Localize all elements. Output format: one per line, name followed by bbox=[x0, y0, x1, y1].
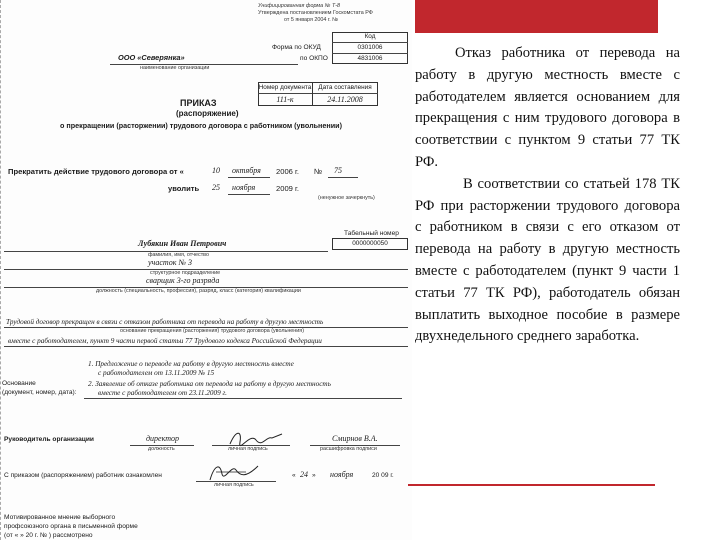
form-header-line3: от 5 января 2004 г. № bbox=[284, 17, 338, 23]
opinion-line2: профсоюзного органа в письменной форме bbox=[4, 523, 138, 530]
head-position-caption: должность bbox=[148, 446, 175, 452]
organization-caption: наименование организации bbox=[140, 65, 210, 71]
department: участок № 3 bbox=[148, 258, 192, 267]
okpo-label: по ОКПО bbox=[300, 55, 328, 62]
position-caption: должность (специальность, профессия), разряд, класс (категория) квалификации bbox=[96, 288, 301, 294]
head-name-caption: расшифровка подписи bbox=[320, 446, 377, 452]
terminate-prefix: Прекратить действие трудового договора от « bbox=[8, 167, 184, 176]
doc-number-label: Номер документа bbox=[258, 84, 312, 91]
head-signature bbox=[226, 426, 286, 450]
okpo-value: 4831006 bbox=[357, 55, 383, 62]
dismiss-month: ноября bbox=[232, 183, 256, 192]
basis-1a: 1. Предложение о переводе на работу в другую местность вместе bbox=[88, 360, 294, 368]
reason-line2-rule bbox=[4, 346, 408, 347]
ack-month: ноября bbox=[330, 470, 354, 479]
ack-year: 20 09 г. bbox=[372, 472, 394, 479]
terminate-no-label: № bbox=[314, 167, 323, 176]
position: сварщик 3-го разряда bbox=[146, 276, 220, 285]
dismiss-month-line bbox=[228, 194, 270, 195]
order-subject: о прекращении (расторжении) трудового договора с работником (увольнении) bbox=[60, 121, 342, 130]
accent-top-bar bbox=[415, 0, 658, 33]
employee-name: Лубякин Иван Петрович bbox=[138, 239, 227, 248]
form-left-edge bbox=[0, 0, 1, 540]
okud-label: Форма по ОКУД bbox=[272, 44, 321, 51]
reason-line: Трудовой договор прекращен в связи с отказом работника от перевода на работу в другую местность bbox=[6, 318, 324, 326]
ack-day: 24 bbox=[300, 470, 308, 479]
basis-rule bbox=[84, 398, 402, 399]
ack-day-open: « bbox=[292, 472, 296, 479]
unneeded-caption: (ненужное зачеркнуть) bbox=[318, 195, 375, 201]
accent-bottom-line bbox=[408, 484, 655, 486]
basis-1b: с работодателем от 13.11.2009 № 15 bbox=[98, 369, 215, 377]
head-label: Руководитель организации bbox=[4, 436, 94, 443]
dismiss-label: уволить bbox=[168, 184, 200, 193]
basis-label: Основание bbox=[2, 380, 36, 387]
slide-paragraph-1: Отказ работника от перевода на работу в другую местность вместе с работодателем является основанием для прекращения с ним трудового договора в соответствии с пунктом 9 статьи 77 ТК РФ. bbox=[415, 45, 680, 170]
doc-date: 24.11.2008 bbox=[327, 95, 363, 104]
form-header-line2: Утверждена постановлением Госкомстата РФ bbox=[258, 10, 373, 16]
head-position: директор bbox=[146, 434, 180, 443]
ack-signature bbox=[206, 460, 262, 484]
dismiss-year: 2009 г. bbox=[276, 184, 299, 193]
head-signature-caption: личная подпись bbox=[228, 446, 268, 452]
terminate-day: 10 bbox=[212, 166, 220, 175]
slide-text-block bbox=[415, 43, 680, 348]
terminate-no-line bbox=[328, 177, 358, 178]
ack-day-close: » bbox=[312, 472, 316, 479]
organization-name: ООО «Северянка» bbox=[118, 53, 185, 62]
tab-number: 0000000050 bbox=[352, 240, 388, 247]
basis-2a: 2. Заявление об отказе работника от перевода на работу в другую местность bbox=[88, 380, 331, 388]
code-label: Код bbox=[364, 33, 376, 40]
head-name: Смирнов В.А. bbox=[332, 434, 378, 443]
ack-signature-caption: личная подпись bbox=[214, 482, 254, 488]
dismiss-day: 25 bbox=[212, 183, 220, 192]
terminate-month: октября bbox=[232, 166, 261, 175]
opinion-line3: (от « » 20 г. № ) рассмотрено bbox=[4, 532, 93, 539]
terminate-month-line bbox=[228, 177, 270, 178]
doc-number: 111-к bbox=[276, 95, 294, 104]
form-header-line1: Унифицированная форма № Т-8 bbox=[258, 3, 341, 9]
doc-date-label: Дата составления bbox=[318, 84, 372, 91]
order-subtitle: (распоряжение) bbox=[176, 109, 239, 118]
reason-caption: основание прекращения (расторжения) трудового договора (увольнения) bbox=[120, 328, 304, 334]
department-caption: структурное подразделение bbox=[150, 270, 221, 276]
doc-table-divider bbox=[258, 93, 378, 94]
basis-sub: (документ, номер, дата): bbox=[2, 389, 77, 396]
terminate-year: 2006 г. bbox=[276, 167, 299, 176]
order-title: ПРИКАЗ bbox=[180, 98, 217, 108]
basis-2b: вместе с работодателем от 23.11.2009 г. bbox=[98, 389, 227, 397]
ack-label: С приказом (распоряжением) работник ознакомлен bbox=[4, 472, 162, 479]
slide-paragraph-2: В соответствии со статьей 178 ТК РФ при расторжении трудового договора с работником в связи с его отказом от перевода на работу в другую местность вместе с работодателем (пункт 9 части 1 статьи 77 ТК РФ), работодатель обязан выплатить выходное пособие в размере двухнедельного среднего заработка. bbox=[415, 175, 680, 345]
codes-divider-2 bbox=[332, 53, 408, 54]
reason-line2: вместе с работодателем, пункт 9 части первой статьи 77 Трудового кодекса Российской Федерации bbox=[8, 337, 322, 345]
tab-number-label: Табельный номер bbox=[344, 230, 399, 237]
terminate-no: 75 bbox=[334, 166, 342, 175]
codes-divider-1 bbox=[332, 42, 408, 43]
okud-value: 0301006 bbox=[357, 44, 383, 51]
name-caption: фамилия, имя, отчество bbox=[148, 252, 209, 258]
opinion-line1: Мотивированное мнение выборного bbox=[4, 514, 116, 521]
